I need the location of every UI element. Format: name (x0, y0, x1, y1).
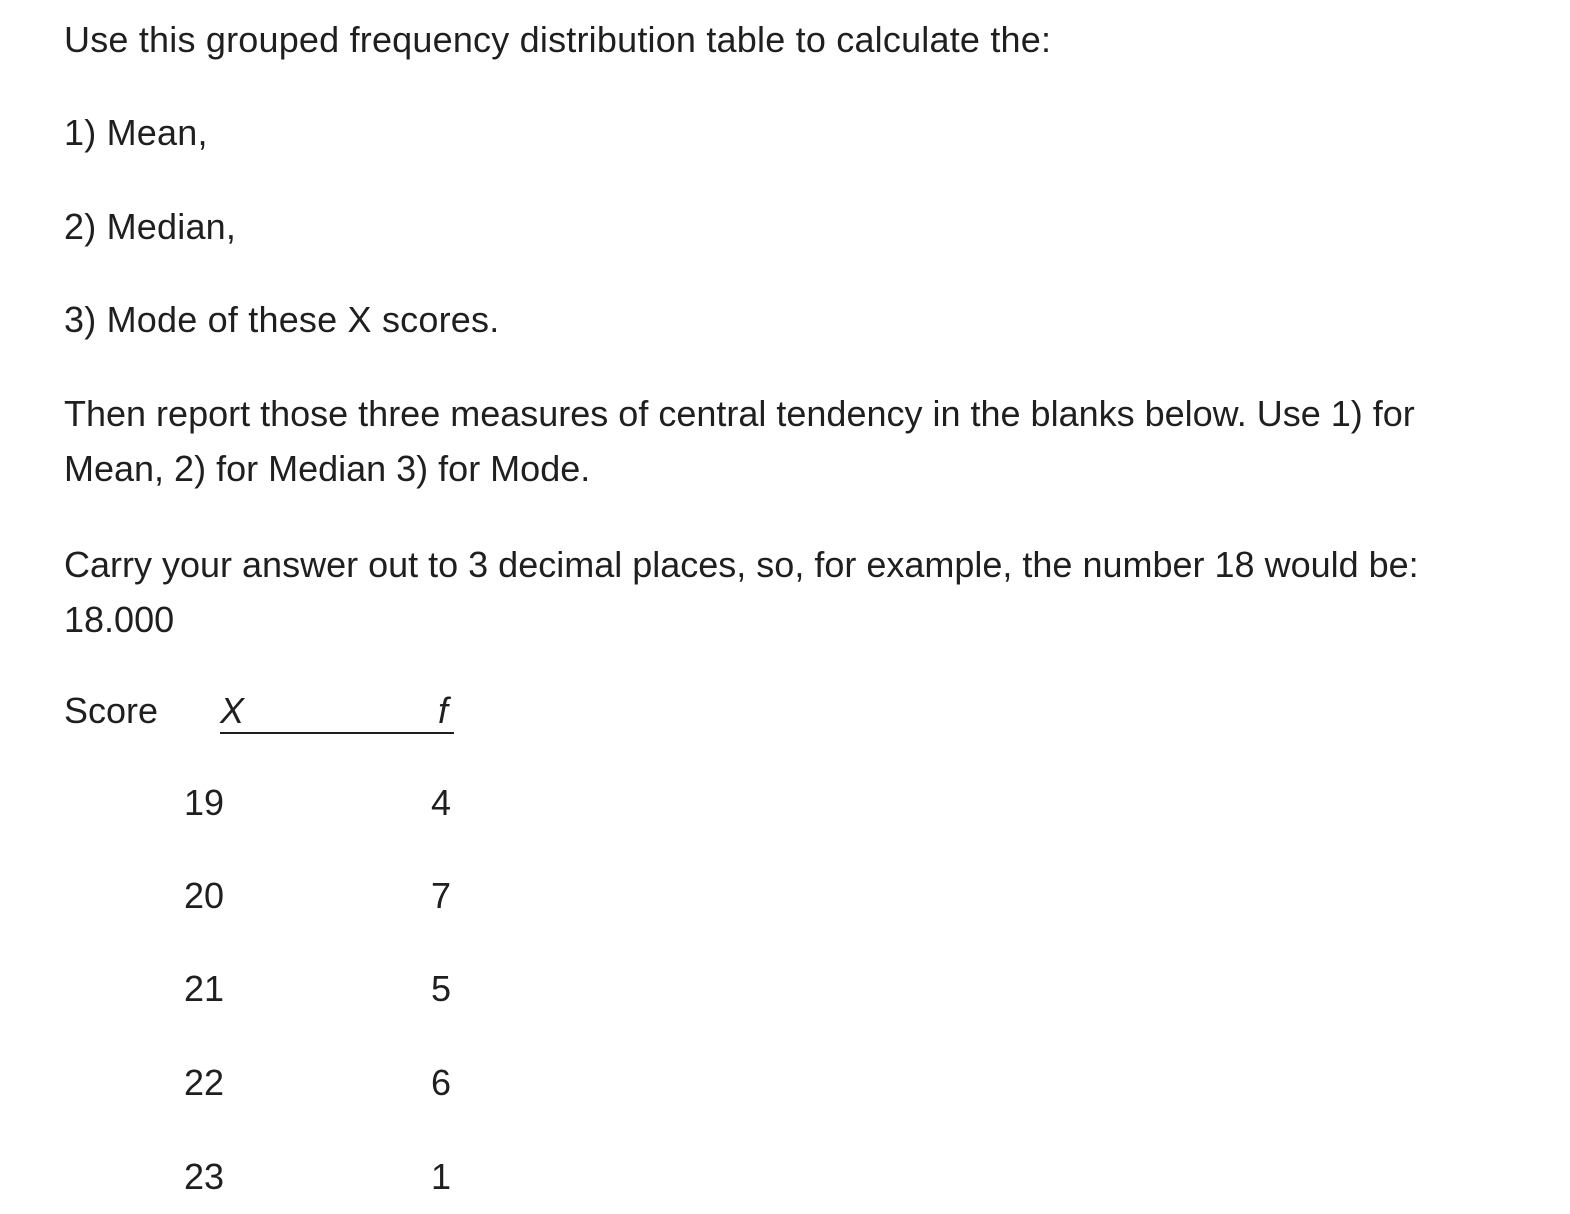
score-value: 22 (184, 1062, 225, 1103)
instruction-item-mean: 1) Mean, (64, 112, 208, 153)
instruction-report: Then report those three measures of central tendency in the blanks below. Use 1) for Mean, 2) for Median 3) for Mode. (64, 393, 1415, 489)
table-row (0, 782, 500, 828)
frequency-value: 6 (431, 1062, 452, 1103)
score-value: 20 (184, 875, 225, 916)
instruction-intro: Use this grouped frequency distribution table to calculate the: (64, 19, 1052, 60)
instruction-item-median: 2) Median, (64, 206, 237, 247)
frequency-value: 5 (431, 968, 452, 1009)
frequency-value: 7 (431, 875, 452, 916)
table-row (0, 875, 500, 921)
table-row (0, 968, 500, 1014)
x-column-header: X (220, 690, 245, 731)
score-value: 19 (184, 782, 225, 823)
score-label: Score (64, 690, 159, 731)
f-column-header: f (438, 690, 449, 731)
score-value: 23 (184, 1156, 225, 1197)
instruction-item-mode: 3) Mode of these X scores. (64, 299, 500, 340)
frequency-value: 1 (431, 1156, 452, 1197)
frequency-value: 4 (431, 782, 452, 823)
score-value: 21 (184, 968, 225, 1009)
table-row (0, 1062, 500, 1108)
frequency-table-header (64, 690, 464, 740)
table-row (0, 1156, 500, 1202)
instruction-precision: Carry your answer out to 3 decimal places, so, for example, the number 18 would be: 18.000 (64, 544, 1419, 640)
header-underline (220, 732, 454, 734)
